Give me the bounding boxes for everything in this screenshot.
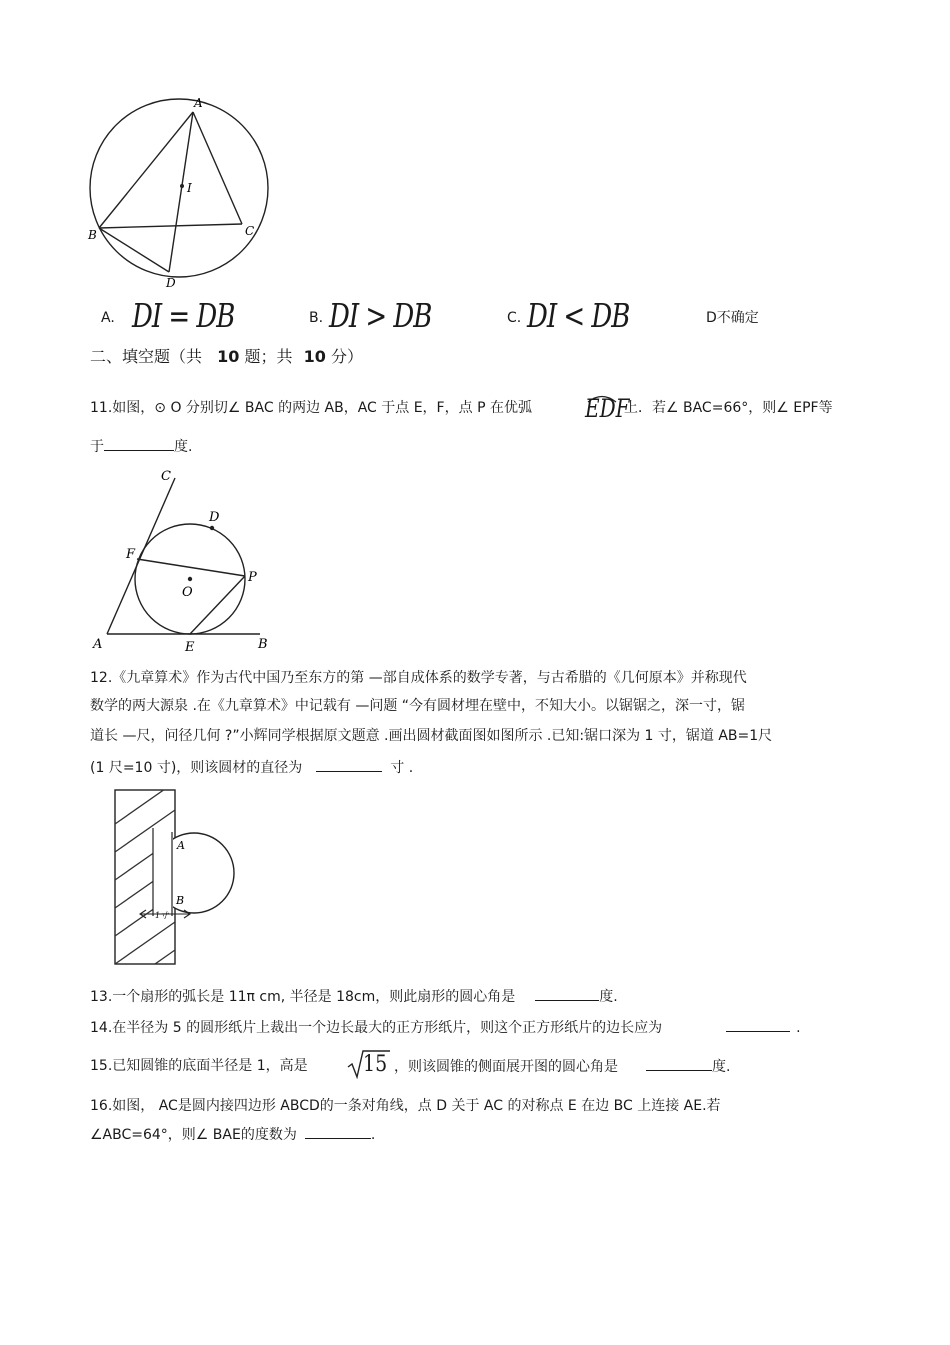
label-inch: 1寸 <box>155 911 169 920</box>
arc-label-text: EDF <box>585 393 630 423</box>
point-o <box>188 577 192 581</box>
q14 <box>90 1017 801 1038</box>
q12-answer-blank[interactable] <box>316 757 382 772</box>
saw-cut <box>153 828 173 916</box>
q11-answer-blank[interactable] <box>104 436 174 451</box>
label-c: C <box>245 224 255 238</box>
q13 <box>90 986 618 1007</box>
q14-answer-blank[interactable] <box>726 1017 790 1032</box>
label-b: B <box>258 637 268 652</box>
q11-line2 <box>90 436 192 457</box>
q12-line1: 12.《九章算术》作为古代中国乃至东方的第 —部自成体系的数学专著，与古希腊的《几何原本》并称现代 <box>90 670 747 686</box>
label-p: P <box>248 570 257 585</box>
segment-ac <box>193 112 242 224</box>
option-c-expr: DI < DB <box>527 298 630 336</box>
q16-line2 <box>90 1124 375 1145</box>
q11-line2-suffix: 度. <box>174 439 193 455</box>
q16-line1: 16.如图， AC是圆内接四边形 ABCD的一条对角线，点 D 关于 AC 的对称点 E 在边 BC 上连接 AE.若 <box>90 1098 721 1114</box>
label-a: A <box>194 96 203 110</box>
option-b-expr: DI > DB <box>329 298 432 336</box>
q11-line1 <box>90 398 532 418</box>
q13-prefix: 13.一个扇形的弧长是 11π cm, 半径是 18cm，则此扇形的圆心角是 <box>90 989 516 1005</box>
q12-line4 <box>90 757 413 778</box>
q14-prefix: 14.在半径为 5 的圆形纸片上裁出一个边长最大的正方形纸片，则这个正方形纸片的边长应为 <box>90 1020 663 1036</box>
heading-suffix: 分） <box>330 347 363 366</box>
option-c-letter: C. <box>507 310 522 326</box>
section-heading <box>90 346 363 368</box>
q11-line2-prefix: 于 <box>90 439 104 455</box>
label-f: F <box>126 547 136 562</box>
q13-suffix: 度. <box>599 989 618 1005</box>
q15-cont <box>394 1056 730 1077</box>
q11-arc-label <box>585 393 630 423</box>
q11-text-part1: 11.如图，⊙ O 分别切∠ BAC 的两边 AB，AC 于点 E，F，点 P 在优弧 <box>90 400 532 416</box>
heading-mid: 题；共 <box>244 347 293 366</box>
figure-tangent-circle <box>90 466 280 658</box>
q15-mid: ，则该圆锥的侧面展开图的圆心角是 <box>394 1059 618 1075</box>
circumcircle <box>90 99 268 277</box>
segment-bc <box>99 224 242 228</box>
q15-suffix: 度. <box>712 1059 731 1075</box>
figure-log-in-wall <box>110 786 245 968</box>
point-i <box>180 184 184 188</box>
option-a-expr: DI = DB <box>132 298 235 336</box>
q15-prefix: 15.已知圆锥的底面半径是 1，高是 <box>90 1058 308 1074</box>
q11-line1-cont: 上．若∠ BAC=66°，则∠ EPF等 <box>624 400 833 416</box>
point-d <box>210 526 214 530</box>
label-d: D <box>166 276 176 290</box>
q12-line4-suffix: 寸 . <box>390 760 414 776</box>
label-i: I <box>187 181 192 195</box>
q15-answer-blank[interactable] <box>646 1056 712 1071</box>
q13-answer-blank[interactable] <box>535 986 599 1001</box>
label-a: A <box>93 637 103 652</box>
q16-line2-suffix: . <box>370 1127 376 1143</box>
q16-answer-blank[interactable] <box>305 1124 371 1139</box>
label-b: B <box>88 228 97 242</box>
q16-line2-prefix: ∠ABC=64°，则∠ BAE的度数为 <box>90 1127 297 1143</box>
label-b: B <box>176 894 185 907</box>
label-c: C <box>161 469 171 484</box>
q12-line4-prefix: (1 尺=10 寸)，则该圆材的直径为 <box>90 760 303 776</box>
label-o: O <box>182 585 193 600</box>
label-a: A <box>177 839 185 852</box>
q12-line3: 道长 —尺，问径几何 ?”小辉同学根据原文题意 .画出圆材截面图如图所示 .已知:锯口深为 1 寸，锯道 AB=1尺 <box>90 728 773 744</box>
q12-line2: 数学的两大源泉 .在《九章算术》中记载有 —问题 “今有圆材埋在壁中，不知大小。以锯锯之，深一寸，锯 <box>90 698 746 714</box>
heading-prefix: 二、填空题（共 <box>90 347 203 366</box>
figure-circle-triangle <box>80 92 270 292</box>
option-d: D不确定 <box>706 310 759 326</box>
q15-radicand: 15 <box>363 1050 388 1078</box>
segment-ep <box>190 576 245 634</box>
segment-fp <box>137 559 245 576</box>
label-e: E <box>185 640 195 655</box>
q15 <box>90 1056 308 1076</box>
option-b-letter: B. <box>309 310 324 326</box>
heading-score: 10 <box>303 347 326 366</box>
q14-suffix: . <box>796 1020 801 1036</box>
label-d: D <box>209 510 220 525</box>
ray-ac <box>107 478 175 634</box>
option-a-letter: A. <box>101 310 115 326</box>
heading-question-count: 10 <box>217 347 240 366</box>
